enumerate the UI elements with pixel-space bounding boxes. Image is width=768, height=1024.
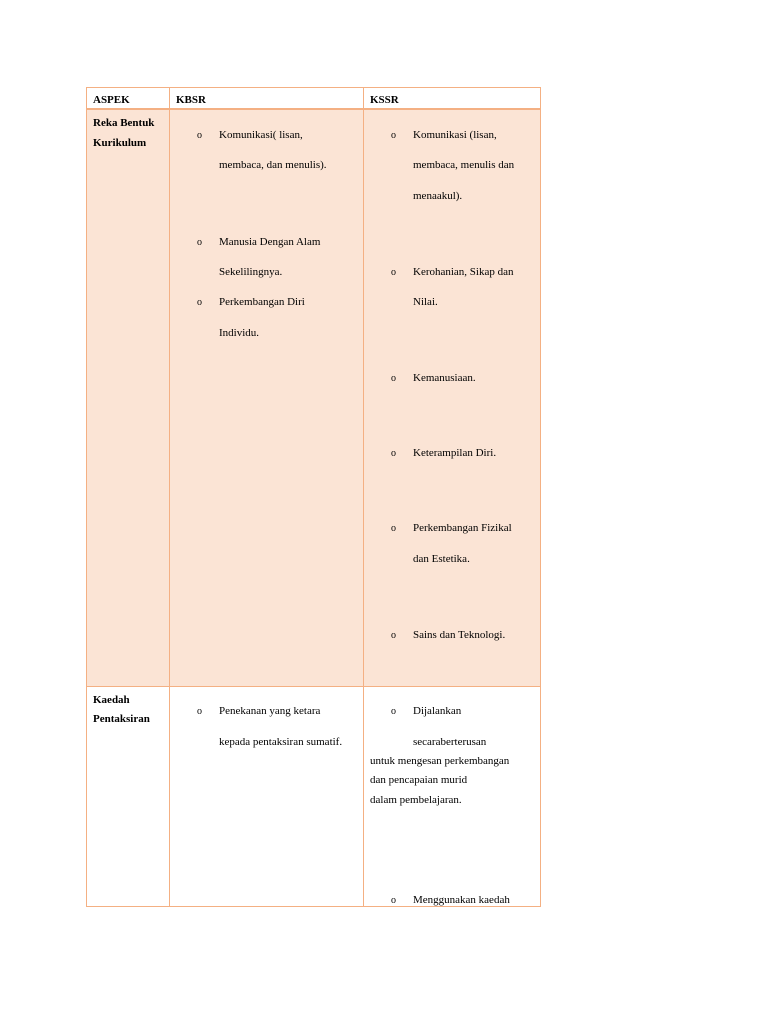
bullet-marker: o: [391, 373, 396, 384]
comparison-table: [86, 87, 541, 907]
row-divider: [87, 686, 540, 687]
list-item-text: Penekanan yang ketara: [219, 705, 321, 717]
aspek-label: Reka Bentuk: [93, 117, 155, 129]
list-item-text: Keterampilan Diri.: [413, 447, 497, 459]
list-item-text: Individu.: [219, 327, 260, 339]
list-item-text: secaraberterusan: [413, 736, 487, 748]
list-item-text: Perkembangan Diri: [219, 296, 305, 308]
column-divider: [363, 88, 364, 906]
bullet-marker: o: [391, 895, 396, 906]
aspek-label: Pentaksiran: [93, 713, 150, 725]
list-item-text: Kemanusiaan.: [413, 372, 476, 384]
bullet-marker: o: [391, 448, 396, 459]
header-kbsr: KBSR: [176, 94, 206, 106]
bullet-marker: o: [391, 130, 396, 141]
list-item-text: Perkembangan Fizikal: [413, 522, 512, 534]
list-item-text: Manusia Dengan Alam: [219, 236, 321, 248]
list-item-text: Nilai.: [413, 296, 438, 308]
list-item-text: Kerohanian, Sikap dan: [413, 266, 514, 278]
list-item-text: Komunikasi( lisan,: [219, 129, 303, 141]
list-item-text: menaakul).: [413, 190, 463, 202]
list-item-text: Menggunakan kaedah: [413, 894, 510, 906]
column-divider: [169, 88, 170, 906]
list-item-text: Sekelilingnya.: [219, 266, 283, 278]
header-divider: [87, 108, 540, 110]
list-item-text: dan Estetika.: [413, 553, 470, 565]
aspek-label: Kurikulum: [93, 137, 147, 149]
list-item-text: dalam pembelajaran.: [370, 794, 462, 806]
header-kssr: KSSR: [370, 94, 399, 106]
list-item-text: Komunikasi (lisan,: [413, 129, 497, 141]
list-item-text: Dijalankan: [413, 705, 462, 717]
header-aspek: ASPEK: [93, 94, 130, 106]
bullet-marker: o: [197, 297, 202, 308]
bullet-marker: o: [197, 237, 202, 248]
list-item-text: untuk mengesan perkembangan: [370, 755, 510, 767]
bullet-marker: o: [391, 706, 396, 717]
list-item-text: membaca, dan menulis).: [219, 159, 327, 171]
bullet-marker: o: [391, 630, 396, 641]
bullet-marker: o: [391, 523, 396, 534]
list-item-text: Sains dan Teknologi.: [413, 629, 506, 641]
shaded-row-background: [87, 110, 540, 686]
aspek-label: Kaedah: [93, 694, 130, 706]
bullet-marker: o: [391, 267, 396, 278]
list-item-text: kepada pentaksiran sumatif.: [219, 736, 343, 748]
bullet-marker: o: [197, 706, 202, 717]
bullet-marker: o: [197, 130, 202, 141]
list-item-text: membaca, menulis dan: [413, 159, 515, 171]
list-item-text: dan pencapaian murid: [370, 774, 468, 786]
